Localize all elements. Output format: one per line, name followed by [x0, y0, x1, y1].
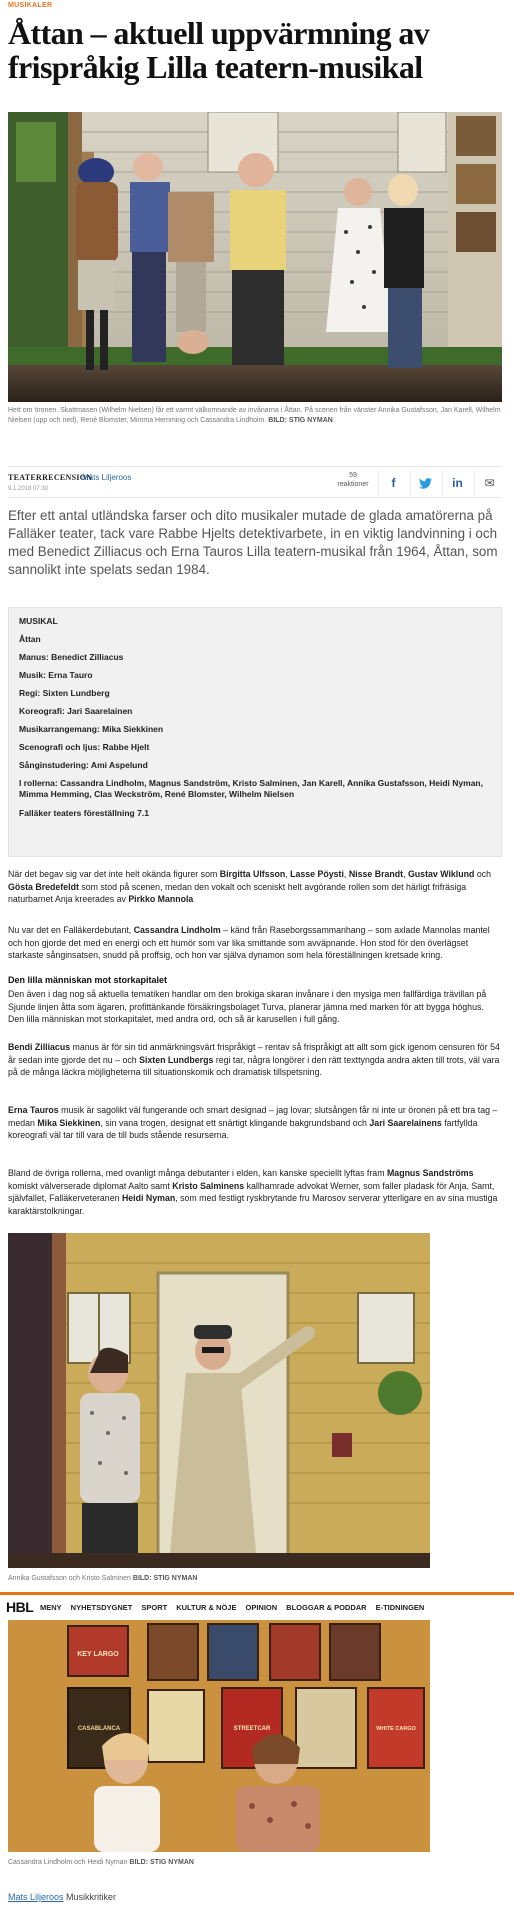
article-photo-2[interactable]	[8, 1233, 430, 1568]
share-linkedin-button[interactable]	[442, 470, 472, 496]
article-photo-3[interactable]	[8, 1620, 430, 1852]
article-headline: Åttan – aktuell uppvärmning av frispråkig Lilla teatern-musikal	[8, 15, 430, 85]
nav-menu[interactable]: MENY	[40, 1603, 62, 1612]
main-nav	[40, 1603, 424, 1612]
facebook-icon: f	[391, 476, 396, 490]
fact-regi: Regi: Sixten Lundberg	[19, 688, 110, 698]
linkedin-icon: in	[452, 476, 463, 490]
article-meta	[8, 466, 502, 498]
reactions-label: reaktioner	[337, 481, 369, 488]
share-facebook-button[interactable]	[378, 470, 408, 496]
body-paragraph: Bland de övriga rollerna, med ovanligt många debutanter i elden, kan kanske speciellt lyftas fram Magnus Sandströms komiskt välverserade diplomat Aalto samt Kristo Salminens kallhamrade advokat Werner, som faller pladask för Anja. Samt, självfallet, Falläkerveteranen Heidi Nyman, som med festligt ryskbrytande fru Marosov serverar ytterligare en av sina mustiga karaktärstolkningar.	[8, 1168, 498, 1216]
body-paragraph: Bendi Zilliacus manus är för sin tid anmärkningsvärt frispråkigt – rentav så frispråkigt att allt som gick igenom censuren för 54 år sedan inte gjorde det nu – och Sixten Lundbergs regi tar, några longörer i den rätt texttyngda andra akten till trots, väl vara på de många läckra möjligheterna till situationskomik och dramatisk tillspetsning.	[8, 1042, 500, 1078]
poster-title: WHITE CARGO	[376, 1726, 416, 1732]
nav-bloggar-poddar[interactable]: BLOGGAR & PODDAR	[286, 1603, 367, 1612]
byline-role: Musikkritiker	[66, 1892, 117, 1902]
reactions-counter[interactable]	[334, 471, 372, 489]
fact-genre: MUSIKAL	[19, 616, 58, 626]
fact-performance: Falläker teaters föreställning 7.1	[19, 808, 149, 818]
article-category: TEATERRECENSION	[8, 473, 93, 482]
fact-box	[8, 607, 502, 857]
body-paragraph: När det begav sig var det inte helt okända figurer som Birgitta Ulfsson, Lasse Pöysti, Nisse Brandt, Gustav Wiklund och Gösta Bredefeldt som stod på scenen, medan den vokalt och sceniskt helt avgörande rollen som det härligt frifräsiga naturbarnet Anja kreerades av Pirkko Mannola	[8, 869, 492, 905]
email-icon: ✉	[484, 476, 495, 490]
nav-sport[interactable]: SPORT	[141, 1603, 168, 1612]
fact-koreografi: Koreografi: Jari Saarelainen	[19, 706, 133, 716]
photo-2-caption	[8, 1574, 430, 1584]
nav-opinion[interactable]: OPINION	[245, 1603, 278, 1612]
fact-musik: Musik: Erna Tauro	[19, 670, 93, 680]
poster-title: STREETCAR	[233, 1726, 271, 1732]
fact-title: Åttan	[19, 634, 41, 644]
caption-text: Hett om öronen. Skattmasen (Wilhelm Nielsen) får ett varmt välkomnande av invånarna i Åttan. På scenen från vänster Annika Gustafsson, Jan Karell, Wilhelm Nielsen (upp och ned), René Blomster, Mimma Hemming och Cassandra Lindholm.	[8, 407, 501, 424]
photo-credit: BILD: STIG NYMAN	[268, 417, 333, 424]
twitter-icon	[419, 478, 432, 489]
article-lead: Efter ett antal utländska farser och dito musikaler mutade de glada amatörerna på Falläker teater, tack vare Rabbe Hjelts detektivarbete, in en viktig landvinning i och med Benedict Zilliacus och Erna Tauros Lilla teatern-musikal från 1964, Åttan, som sannolikt inte spelats sedan 1984.	[8, 508, 498, 577]
nav-kultur-noje[interactable]: KULTUR & NÖJE	[176, 1603, 237, 1612]
hbl-logo[interactable]: HBL	[6, 1599, 34, 1615]
publish-date: 9.1.2018 07:30	[8, 486, 49, 492]
hero-photo-caption	[8, 406, 502, 426]
caption-text: Annika Gustafsson och Kristo Salminen	[8, 1575, 131, 1582]
share-email-button[interactable]	[474, 470, 504, 496]
body-subheading: Den lilla människan mot storkapitalet	[8, 975, 168, 985]
body-paragraph: Den även i dag nog så aktuella tematiken handlar om den brokiga skaran invånare i den mysiga men fallfärdiga trävillan på Sjunde linjen åtta som ägaren, profittänkande försäkringsbolaget Turva, planerar jämna med marken för att bygga höghus. Den lilla människan mot storkapitalet, med andra ord, och så är karusellen i full gång.	[8, 989, 487, 1025]
reactions-count: 59	[349, 472, 357, 479]
fact-scenografi: Scenografi och ljus: Rabbe Hjelt	[19, 742, 150, 752]
stage-scene-image	[8, 1620, 430, 1852]
author-link[interactable]: Mats Liljeroos	[82, 473, 132, 482]
nav-e-tidningen[interactable]: E-TIDNINGEN	[375, 1603, 425, 1612]
share-twitter-button[interactable]	[410, 470, 440, 496]
caption-text: Cassandra Lindholm och Heidi Nyman	[8, 1859, 128, 1866]
photo-credit: BILD: STIG NYMAN	[129, 1859, 194, 1866]
byline-author-link[interactable]: Mats Liljeroos	[8, 1892, 64, 1902]
fact-musikarrangemang: Musikarrangemang: Mika Siekkinen	[19, 724, 164, 734]
fact-sanginstudering: Sånginstudering: Ami Aspelund	[19, 760, 148, 770]
stage-scene-image	[8, 1233, 430, 1568]
fact-roles: I rollerna: Cassandra Lindholm, Magnus Sandström, Kristo Salminen, Jan Karell, Annika Gustafsson, Heidi Nyman, Mimma Hemming, Clas Weckström, René Blomster, Wilhelm Nielsen	[19, 778, 483, 799]
photo-credit: BILD: STIG NYMAN	[132, 1575, 198, 1582]
body-paragraph: Nu var det en Falläkerdebutant, Cassandra Lindholm – känd från Raseborgssammanhang – som axlade Mannolas mantel och hon gjorde det med en energi och ett humör som var lika smittande som avväpnande. Hon stod för den överlägset starkaste sånginsatsen, snudd på proffsig, och hon var själva dynamon som hela föreställningen kretsade kring.	[8, 925, 490, 961]
hero-photo[interactable]	[8, 112, 502, 402]
author-byline	[8, 1892, 116, 1902]
stage-scene-image	[8, 112, 502, 402]
fact-manus: Manus: Benedict Zilliacus	[19, 652, 124, 662]
photo-3-caption	[8, 1858, 430, 1868]
section-kicker[interactable]: MUSIKALER	[8, 2, 53, 9]
poster-title: CASABLANCA	[77, 1726, 121, 1732]
poster-title: KEY LARGO	[77, 1651, 119, 1658]
nav-nyhetsdygnet[interactable]: NYHETSDYGNET	[70, 1603, 133, 1612]
body-paragraph: Erna Tauros musik är sagolikt väl fungerande och smart designad – jag lovar; slutsången får ni inte ur öronen på ett bra tag – medan Mika Siekkinen, sin vana trogen, designat ett snärtigt klingande bakgrundsband och Jari Saarelainens fartfyllda koreografi väl tar till vara de till buds stående resurserna.	[8, 1105, 498, 1141]
site-navbar	[0, 1592, 514, 1620]
